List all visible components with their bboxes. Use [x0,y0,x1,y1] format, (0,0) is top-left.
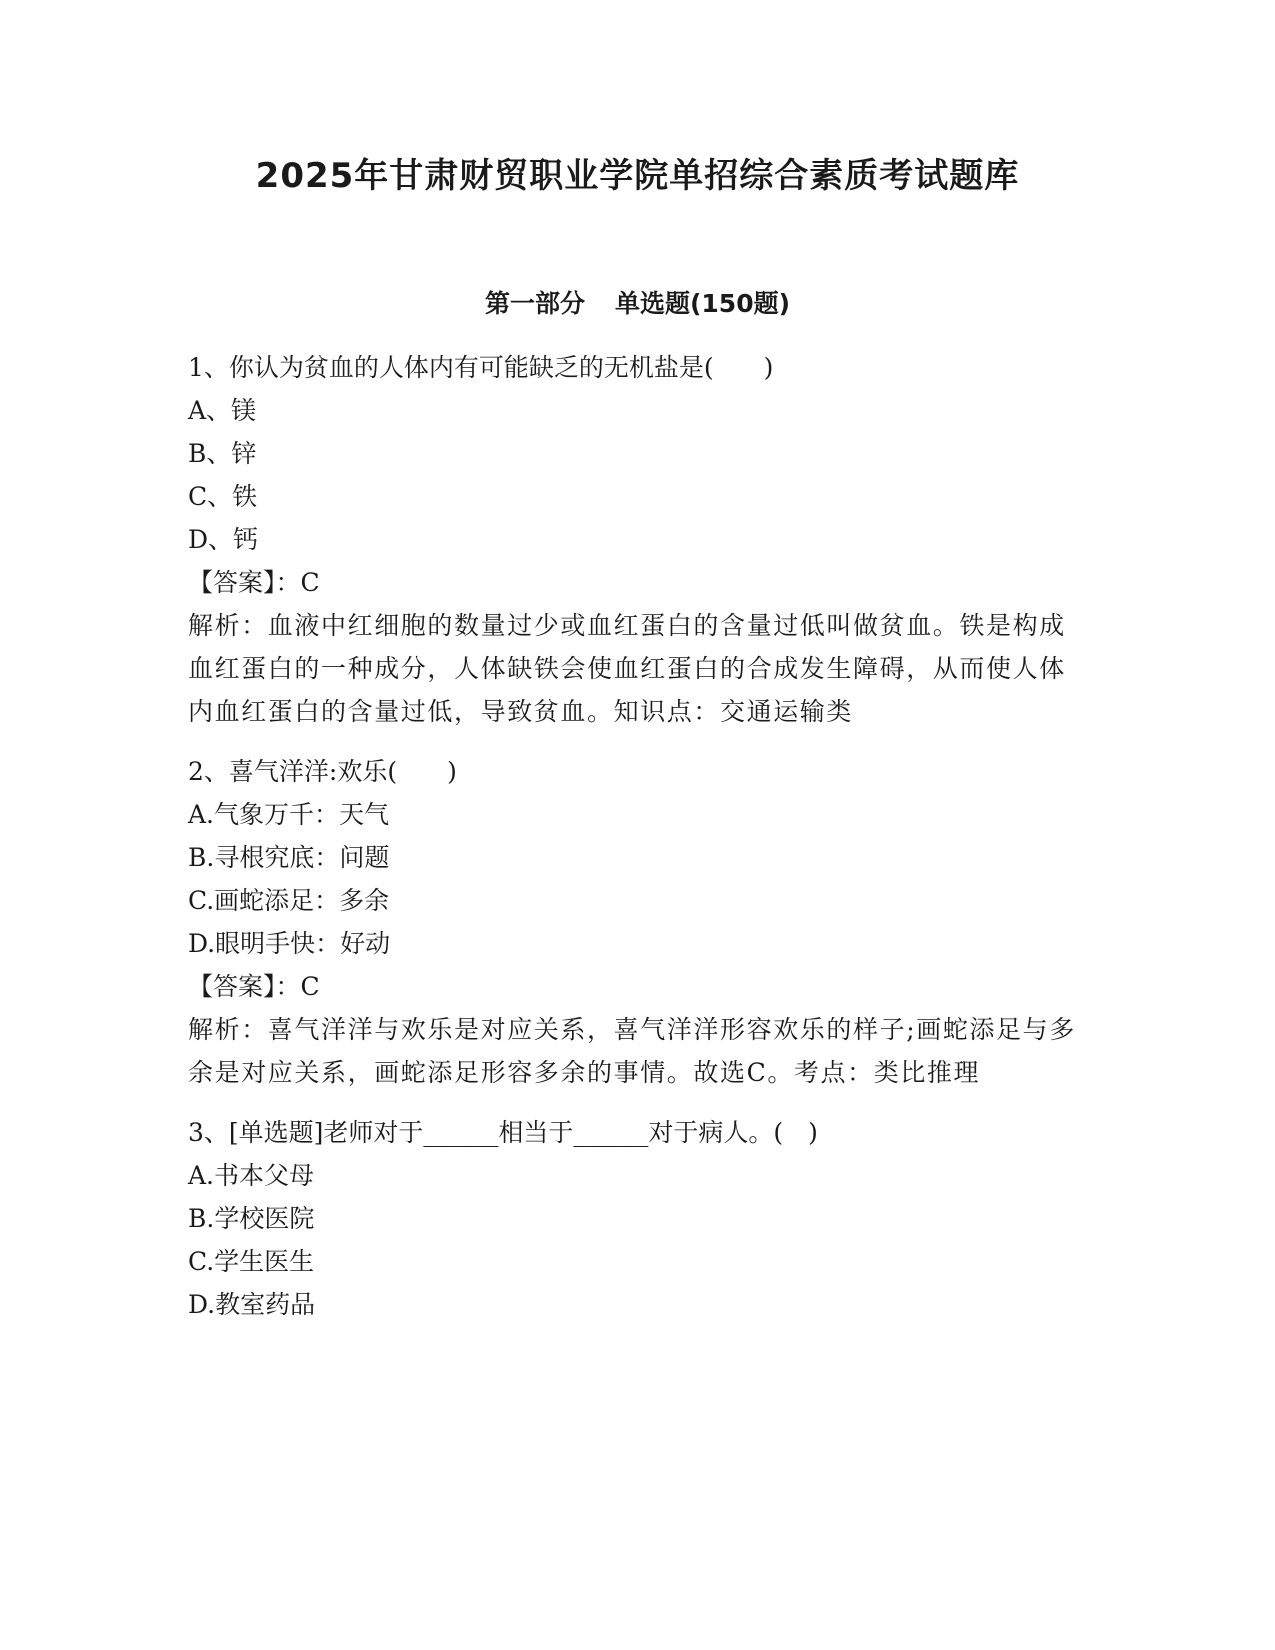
question-item [188,346,1078,733]
option-d: D.教室药品 [188,1290,316,1319]
analysis-text: 解析：血液中红细胞的数量过少或血红蛋白的含量过低叫做贫血。铁是构成血红蛋白的一种成分，人体缺铁会使血红蛋白的合成发生障碍，从而使人体内血红蛋白的含量过低，导致贫血。知识点：交通运输类 [188,611,1066,726]
analysis-text: 解析：喜气洋洋与欢乐是对应关系，喜气洋洋形容欢乐的样子;画蛇添足与多余是对应关系，画蛇添足形容多余的事情。故选C。考点：类比推理 [188,1015,1076,1087]
option-d: D.眼明手快：好动 [188,929,391,958]
option-b: B.学校医院 [188,1204,315,1233]
option-a: A、镁 [188,396,257,425]
option-a: A.书本父母 [188,1161,315,1190]
option-c: C、铁 [188,482,258,511]
document-title: 2025年甘肃财贸职业学院单招综合素质考试题库 [255,156,1020,196]
option-b: B、锌 [188,439,257,468]
option-d: D、钙 [188,525,259,554]
question-item [188,1111,1078,1326]
option-c: C.学生医生 [188,1247,315,1276]
answer-line: 【答案】：C [188,972,320,1001]
question-stem: 1、你认为贫血的人体内有可能缺乏的无机盐是( ) [188,353,774,382]
answer-line: 【答案】：C [188,568,320,597]
section-name-label: 单选题(150题) [614,289,791,318]
question-item [188,750,1078,1094]
option-a: A.气象万千：天气 [188,800,390,829]
question-stem: 2、喜气洋洋:欢乐( ) [188,757,457,786]
option-c: C.画蛇添足：多余 [188,886,390,915]
question-list [188,346,1078,1326]
section-part-label: 第一部分 [484,289,585,318]
question-stem: 3、[单选题]老师对于______相当于______对于病人。( ) [188,1118,818,1147]
option-b: B.寻根究底：问题 [188,843,390,872]
section-title [0,284,1275,320]
